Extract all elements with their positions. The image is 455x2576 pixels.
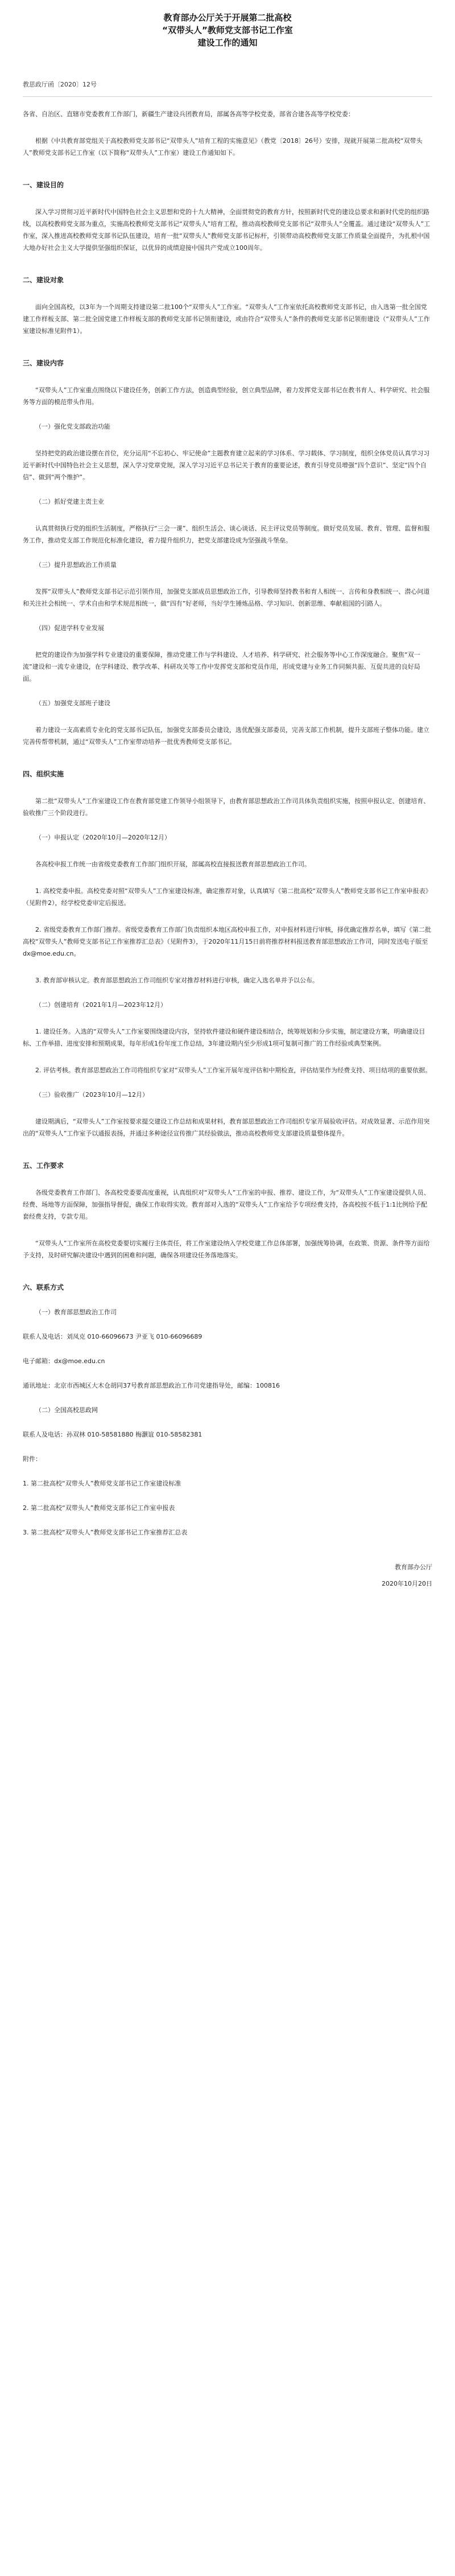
content-intro-paragraph: “双带头人”工作室重点围绕以下建设任务，创新工作方法，创造典型经验，创立典型品牌，着力发挥党支部书记在教书育人、科学研究、社会服务等方面的模范带头作用。	[23, 386, 430, 406]
content-item-body: 坚持把党的政治建设摆在首位，充分运用“不忘初心、牢记使命”主题教育建立起来的学习体系、学习载体、学习制度，组织全体党员认真学习习近平新时代中国特色社会主义思想，深入学习党章党规，深入学习习近平总书记关于教育的重要论述，教育引导党员增强“四个意识”、坚定“四个自信”、做到“两个维护”。	[23, 450, 430, 481]
notice-title-line-2: “双带头人”教师党支部书记工作室	[162, 25, 293, 35]
stage-title-application: （一）申报认定（2020年10月—2020年12月）	[35, 834, 171, 841]
addressee: 各省、自治区、直辖市党委教育工作部门，新疆生产建设兵团教育局，部属各高等学校党委，部省合建各高等学校党委：	[23, 110, 354, 118]
stage-paragraph: 3. 教育部审核认定。教育部思想政治工作司组织专家对推荐材料进行审核，确定入选名单并予以公布。	[35, 977, 318, 984]
issuer-signature: 教育部办公厅	[395, 1563, 432, 1571]
content-item-title: （二）抓好党建主责主业	[35, 498, 104, 505]
stage-paragraph: 建设期满后，“双带头人”工作室按要求提交建设工作总结和成果材料，教育部思想政治工作司组织专家开展验收评估。对成效显著、示范作用突出的“双带头人”工作室予以通报表扬，并通过多种途径宣传推广其经验做法，推动高校教师党支部建设质量整体提升。	[23, 1118, 430, 1137]
notice-title-line-3: 建设工作的通知	[197, 38, 258, 48]
contact-people: 联系人及电话：刘凤克 010-66096673 尹亚飞 010-66096689	[23, 1333, 202, 1340]
implementation-intro: 第二批“双带头人”工作室建设工作在教育部党建工作领导小组领导下，由教育部思想政治工作司具体负责组织实施，按照申报认定、创建培育、验收推广三个阶段进行。	[23, 797, 430, 817]
section-heading-implementation: 四、组织实施	[23, 770, 64, 778]
purpose-paragraph: 深入学习贯彻习近平新时代中国特色社会主义思想和党的十九大精神，全面贯彻党的教育方针，按照新时代党的建设总要求和新时代党的组织路线，以高校教师党支部为重点，实施高校教师党支部书记“双带头人”培育工程，推动高校教师党支部书记“双带头人”全覆盖。通过建设“双带头人”工作室，深入推进高校教师党支部书记队伍建设，培育一批“双带头人”教师党支部书记标杆，引领带动高校教师党支部工作质量全面提升，为扎根中国大地办好社会主义大学提供坚强组织保证，以优异的成绩迎接中国共产党成立100周年。	[23, 208, 431, 252]
notice-document	[23, 0, 432, 1590]
header-divider	[23, 96, 432, 97]
stage-title-cultivation: （二）创建培育（2021年1月—2023年12月）	[35, 1001, 167, 1009]
section-heading-targets: 二、建设对象	[23, 276, 64, 284]
stage-paragraph: 1. 建设任务。入选的“双带头人”工作室要围绕建设内容，坚持软件建设和硬件建设相结合，统筹规划和分步实施，制定建设方案，明确建设目标、工作举措、进度安排和预期成果，每年形成1份年度工作总结，3年建设期内至少形成1项可复制可推广的工作经验或典型案例。	[23, 1028, 425, 1047]
content-item-body: 把党的建设作为加强学科专业建设的重要保障，推动党建工作与学科建设、人才培养、科学研究、社会服务等中心工作深度融合。聚焦“双一流”建设和一流专业建设，在学科建设、教学改革、科研攻关等工作中发挥党支部和党员作用，形成党建与业务工作同频共振、互促共进的良好局面。	[23, 651, 420, 682]
document-number: 教思政厅函〔2020〕12号	[23, 81, 97, 88]
stage-title-acceptance: （三）验收推广（2023年10月—12月）	[35, 1091, 148, 1098]
stage-paragraph: 2. 评估考核。教育部思想政治工作司将组织专家对“双带头人”工作室开展年度评估和中期检查，评估结果作为经费支持、项目结项的重要依据。	[35, 1067, 432, 1074]
stage-paragraph: 1. 高校党委申报。高校党委对照“双带头人”工作室建设标准，确定推荐对象，认真填写《第二批高校“双带头人”教师党支部书记工作室申报表》（见附件2），经学校党委审定后报送。	[23, 887, 432, 907]
requirements-paragraph: “双带头人”工作室所在高校党委要切实履行主体责任，将工作室建设纳入学校党建工作总体部署，加强统筹协调，在政策、资源、条件等方面给予支持，及时研究解决建设中遇到的困难和问题，确保各项建设任务落地落实。	[23, 1240, 430, 1259]
contact-people: 联系人及电话：孙双林 010-58581880 梅灏谊 010-58582381	[23, 1431, 202, 1438]
stage-paragraph: 各高校申报工作统一由省级党委教育工作部门组织开展，部属高校直接报送教育部思想政治工作司。	[35, 861, 311, 868]
attachments-label: 附件：	[23, 1455, 42, 1463]
attachment-link[interactable]: 2. 第二批高校“双带头人”教师党支部书记工作室申报表	[23, 1504, 175, 1512]
section-heading-contact: 六、联系方式	[23, 1283, 64, 1291]
attachment-link[interactable]: 1. 第二批高校“双带头人”教师党支部书记工作室建设标准	[23, 1480, 181, 1487]
intro-paragraph: 根据《中共教育部党组关于高校教师党支部书记“双带头人”培育工程的实施意见》（教党〔2018〕26号）安排，现就开展第二批高校“双带头人”教师党支部书记工作室（以下简称“双带头人”工作室）建设工作通知如下。	[23, 137, 423, 157]
section-heading-requirements: 五、工作要求	[23, 1162, 64, 1170]
targets-paragraph: 面向全国高校，以3年为一个周期支持建设第二批100个“双带头人”工作室。“双带头人”工作室依托高校教师党支部书记，由入选第一批全国党建工作样板支部、第二批全国党建工作样板支部的教师党支部书记领衔建设，或由符合“双带头人”条件的教师党支部书记领衔建设（“双带头人”工作室建设标准见附件1）。	[23, 303, 430, 335]
requirements-paragraph: 各级党委教育工作部门、各高校党委要高度重视，认真组织对“双带头人”工作室的申报、推荐、建设工作，为“双带头人”工作室建设提供人员、经费、场地等方面保障，加强指导督促，确保工作取得实效。教育部对入选的“双带头人”工作室给予专项经费支持，各高校按不低于1:1比例给予配套经费支持，专款专用。	[23, 1189, 430, 1220]
attachment-link[interactable]: 3. 第二批高校“双带头人”教师党支部书记工作室推荐汇总表	[23, 1529, 188, 1536]
content-item-body: 着力建设一支高素质专业化的党支部书记队伍，加强党支部委员会建设，选优配强支部委员，完善支部工作机制，提升支部班子整体功能。建立完善传帮带机制，通过“双带头人”工作室带动培养一批优秀教师党支部书记。	[23, 726, 429, 746]
contact-address: 通讯地址：北京市西城区大木仓胡同37号教育部思想政治工作司党建指导处，邮编：100816	[23, 1382, 280, 1389]
section-heading-purpose: 一、建设目的	[23, 181, 64, 189]
contact-email: 电子邮箱：dx@moe.edu.cn	[23, 1357, 105, 1365]
content-item-body: 发挥“双带头人”教师党支部书记示范引领作用，加强党支部成员思想政治工作，引导教师坚持教书和育人相统一、言传和身教相统一、潜心问道和关注社会相统一、学术自由和学术规范相统一，做“四有”好老师，当好学生锤炼品格、学习知识、创新思维、奉献祖国的引路人。	[23, 588, 430, 607]
section-heading-content: 三、建设内容	[23, 359, 64, 367]
content-item-title: （五）加强党支部班子建设	[35, 699, 110, 707]
notice-title-line-1: 教育部办公厅关于开展第二批高校	[163, 13, 292, 23]
content-item-title: （三）提升思想政治工作质量	[35, 561, 117, 569]
content-item-title: （四）促进学科专业发展	[35, 624, 104, 632]
issue-date: 2020年10月20日	[382, 1580, 432, 1587]
contact-unit-title: （一）教育部思想政治工作司	[35, 1308, 117, 1316]
content-item-title: （一）强化党支部政治功能	[35, 423, 110, 430]
contact-unit-title: （二）全国高校思政网	[35, 1406, 98, 1414]
content-item-body: 认真贯彻执行党的组织生活制度，严格执行“三会一课”、组织生活会、谈心谈话、民主评议党员等制度。做好党员发展、教育、管理、监督和服务工作，推动党支部工作规范化标准化建设，着力提升组织力，把党支部建设成为坚强战斗堡垒。	[23, 525, 430, 544]
stage-paragraph: 2. 省级党委教育工作部门推荐。省级党委教育工作部门负责组织本地区高校申报工作，对申报材料进行审核，择优确定推荐名单，填写《第二批高校“双带头人”教师党支部书记工作室推荐汇总表》（见附件3），于2020年11月15日前将推荐材料报送教育部思想政治工作司，同时发送电子版至 dx@moe.edu.cn。	[23, 926, 431, 957]
